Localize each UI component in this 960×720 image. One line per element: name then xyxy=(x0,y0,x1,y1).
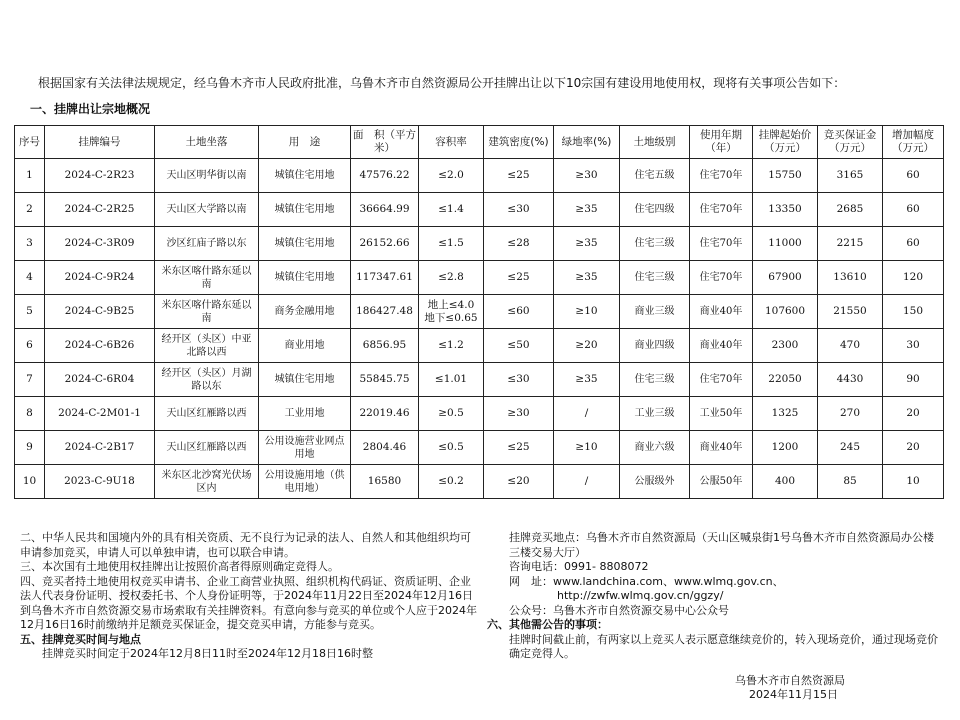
cell-location: 经开区（头区）月湖路以东 xyxy=(155,363,259,397)
cell-term: 住宅70年 xyxy=(690,193,753,227)
cell-start-price: 22050 xyxy=(753,363,818,397)
cell-grade: 商业四级 xyxy=(620,329,690,363)
cell-green: ≥35 xyxy=(554,363,620,397)
cell-green: / xyxy=(554,465,620,499)
notice-left-column xyxy=(20,531,480,662)
cell-increment: 20 xyxy=(883,397,944,431)
header-code: 挂牌编号 xyxy=(45,126,155,159)
cell-area: 117347.61 xyxy=(351,261,419,295)
cell-deposit: 21550 xyxy=(818,295,883,329)
cell-density: ≤25 xyxy=(484,431,554,465)
cell-far: ≤1.2 xyxy=(419,329,484,363)
section-4-text: 四、竞买者持土地使用权竞买申请书、企业工商营业执照、组织机构代码证、资质证明、企业法人代表身份证明、授权委托书、个人身份证明等，于2024年11月22日至2024年12月16日到乌鲁木齐市自然资源交易市场索取有关挂牌资料。有意向参与竞买的单位或个人应于2024年12月16日16时前缴纳并足额竞买保证金，提交竞买申请，方能参与竞买。 xyxy=(20,574,477,631)
cell-density: ≥30 xyxy=(484,397,554,431)
cell-density: ≤25 xyxy=(484,159,554,193)
cell-seq: 9 xyxy=(15,431,45,465)
header-grade: 土地级别 xyxy=(620,126,690,159)
cell-grade: 住宅五级 xyxy=(620,159,690,193)
cell-code: 2024-C-2R25 xyxy=(45,193,155,227)
land-parcel-table xyxy=(14,125,944,499)
cell-far: ≤1.01 xyxy=(419,363,484,397)
website-link[interactable]: http://zwfw.wlmq.gov.cn/ggzy/ xyxy=(557,589,724,602)
cell-start-price: 67900 xyxy=(753,261,818,295)
cell-density: ≤30 xyxy=(484,193,554,227)
cell-increment: 150 xyxy=(883,295,944,329)
cell-grade: 住宅三级 xyxy=(620,363,690,397)
header-increment: 增加幅度（万元） xyxy=(883,126,944,159)
cell-start-price: 2300 xyxy=(753,329,818,363)
cell-use: 城镇住宅用地 xyxy=(259,159,351,193)
cell-start-price: 107600 xyxy=(753,295,818,329)
cell-deposit: 13610 xyxy=(818,261,883,295)
intro-paragraph: 根据国家有关法律法规规定，经乌鲁木齐市人民政府批准，乌鲁木齐市自然资源局公开挂牌出让以下10宗国有建设用地使用权，现将有关事项公告如下： xyxy=(38,76,846,90)
consult-phone: 咨询电话：0991- 8808072 xyxy=(509,560,649,573)
header-density: 建筑密度(%) xyxy=(484,126,554,159)
cell-far: 地上≤4.0 地下≤0.65 xyxy=(419,295,484,329)
cell-far: ≤0.5 xyxy=(419,431,484,465)
header-area: 面 积（平方米） xyxy=(351,126,419,159)
cell-code: 2023-C-9U18 xyxy=(45,465,155,499)
signature-block xyxy=(735,674,845,702)
cell-start-price: 15750 xyxy=(753,159,818,193)
cell-start-price: 11000 xyxy=(753,227,818,261)
cell-deposit: 470 xyxy=(818,329,883,363)
cell-use: 城镇住宅用地 xyxy=(259,227,351,261)
cell-location: 米东区喀什路东延以南 xyxy=(155,261,259,295)
table-row xyxy=(15,465,944,499)
cell-location: 天山区大学路以南 xyxy=(155,193,259,227)
table-row xyxy=(15,193,944,227)
cell-grade: 工业三级 xyxy=(620,397,690,431)
cell-green: ≥10 xyxy=(554,431,620,465)
cell-area: 47576.22 xyxy=(351,159,419,193)
cell-area: 36664.99 xyxy=(351,193,419,227)
section-title-lot-overview: 一、挂牌出让宗地概况 xyxy=(30,102,151,116)
cell-location: 天山区红雁路以西 xyxy=(155,431,259,465)
header-location: 土地坐落 xyxy=(155,126,259,159)
section-5-text: 挂牌竞买时间定于2024年12月8日11时至2024年12月18日16时整 xyxy=(42,647,373,660)
header-use: 用 途 xyxy=(259,126,351,159)
cell-green: ≥35 xyxy=(554,227,620,261)
header-green: 绿地率(%) xyxy=(554,126,620,159)
cell-density: ≤25 xyxy=(484,261,554,295)
cell-density: ≤20 xyxy=(484,465,554,499)
signature-date: 2024年11月15日 xyxy=(749,688,838,701)
cell-seq: 8 xyxy=(15,397,45,431)
cell-area: 26152.66 xyxy=(351,227,419,261)
cell-green: ≥20 xyxy=(554,329,620,363)
cell-green: ≥10 xyxy=(554,295,620,329)
cell-code: 2024-C-9R24 xyxy=(45,261,155,295)
table-row xyxy=(15,397,944,431)
cell-code: 2024-C-6R04 xyxy=(45,363,155,397)
cell-seq: 5 xyxy=(15,295,45,329)
cell-use: 商务金融用地 xyxy=(259,295,351,329)
cell-density: ≤50 xyxy=(484,329,554,363)
cell-use: 城镇住宅用地 xyxy=(259,261,351,295)
cell-increment: 20 xyxy=(883,431,944,465)
cell-increment: 30 xyxy=(883,329,944,363)
header-deposit: 竞买保证金（万元） xyxy=(818,126,883,159)
wechat-account: 公众号：乌鲁木齐市自然资源交易中心公众号 xyxy=(509,603,729,617)
cell-start-price: 1325 xyxy=(753,397,818,431)
cell-location: 经开区（头区）中亚北路以西 xyxy=(155,329,259,363)
cell-area: 6856.95 xyxy=(351,329,419,363)
signature-org: 乌鲁木齐市自然资源局 xyxy=(735,674,845,687)
cell-location: 米东区喀什路东延以南 xyxy=(155,295,259,329)
cell-code: 2024-C-2R23 xyxy=(45,159,155,193)
cell-term: 住宅70年 xyxy=(690,227,753,261)
cell-seq: 10 xyxy=(15,465,45,499)
cell-term: 住宅70年 xyxy=(690,363,753,397)
header-term: 使用年期（年） xyxy=(690,126,753,159)
cell-green: ≥35 xyxy=(554,261,620,295)
table-header-row xyxy=(15,126,944,159)
cell-seq: 7 xyxy=(15,363,45,397)
cell-area: 22019.46 xyxy=(351,397,419,431)
cell-far: ≤2.0 xyxy=(419,159,484,193)
table-row xyxy=(15,363,944,397)
cell-use: 商业用地 xyxy=(259,329,351,363)
cell-increment: 60 xyxy=(883,159,944,193)
cell-term: 公服50年 xyxy=(690,465,753,499)
cell-use: 城镇住宅用地 xyxy=(259,363,351,397)
cell-deposit: 2685 xyxy=(818,193,883,227)
table-row xyxy=(15,261,944,295)
cell-density: ≤28 xyxy=(484,227,554,261)
cell-code: 2024-C-9B25 xyxy=(45,295,155,329)
bidding-place: 挂牌竞买地点：乌鲁木齐市自然资源局（天山区喊泉街1号乌鲁木齐市自然资源局办公楼三楼交易大厅） xyxy=(509,531,934,559)
cell-use: 工业用地 xyxy=(259,397,351,431)
cell-deposit: 2215 xyxy=(818,227,883,261)
cell-grade: 住宅三级 xyxy=(620,227,690,261)
cell-seq: 1 xyxy=(15,159,45,193)
cell-term: 商业40年 xyxy=(690,295,753,329)
cell-increment: 60 xyxy=(883,227,944,261)
table-row xyxy=(15,227,944,261)
cell-green: / xyxy=(554,397,620,431)
cell-deposit: 245 xyxy=(818,431,883,465)
cell-grade: 商业六级 xyxy=(620,431,690,465)
cell-deposit: 3165 xyxy=(818,159,883,193)
cell-far: ≤0.2 xyxy=(419,465,484,499)
cell-code: 2024-C-6B26 xyxy=(45,329,155,363)
table-row xyxy=(15,159,944,193)
cell-grade: 住宅四级 xyxy=(620,193,690,227)
section-3-text: 三、本次国有土地使用权挂牌出让按照价高者得原则确定竞得人。 xyxy=(20,560,339,573)
cell-term: 商业40年 xyxy=(690,431,753,465)
cell-seq: 4 xyxy=(15,261,45,295)
table-row xyxy=(15,431,944,465)
cell-term: 住宅70年 xyxy=(690,159,753,193)
cell-start-price: 1200 xyxy=(753,431,818,465)
cell-increment: 10 xyxy=(883,465,944,499)
cell-use: 城镇住宅用地 xyxy=(259,193,351,227)
cell-grade: 住宅三级 xyxy=(620,261,690,295)
cell-term: 住宅70年 xyxy=(690,261,753,295)
cell-far: ≤1.5 xyxy=(419,227,484,261)
cell-deposit: 4430 xyxy=(818,363,883,397)
cell-grade: 公服级外 xyxy=(620,465,690,499)
cell-seq: 3 xyxy=(15,227,45,261)
cell-area: 16580 xyxy=(351,465,419,499)
cell-far: ≤2.8 xyxy=(419,261,484,295)
section-5-title: 五、挂牌竞买时间与地点 xyxy=(20,632,141,646)
cell-code: 2024-C-3R09 xyxy=(45,227,155,261)
cell-use: 公用设施用地（供电用地） xyxy=(259,465,351,499)
cell-use: 公用设施营业网点用地 xyxy=(259,431,351,465)
cell-location: 天山区明华街以南 xyxy=(155,159,259,193)
website-list: 网 址：www.landchina.com、www.wlmq.gov.cn、 xyxy=(509,574,784,588)
cell-code: 2024-C-2B17 xyxy=(45,431,155,465)
header-seq: 序号 xyxy=(15,126,45,159)
section-6-title: 六、其他需公告的事项： xyxy=(487,618,608,631)
cell-seq: 6 xyxy=(15,329,45,363)
notice-right-column xyxy=(487,531,942,662)
cell-area: 186427.48 xyxy=(351,295,419,329)
cell-location: 米东区北沙窝光伏场区内 xyxy=(155,465,259,499)
cell-green: ≥30 xyxy=(554,159,620,193)
cell-density: ≤60 xyxy=(484,295,554,329)
cell-grade: 商业三级 xyxy=(620,295,690,329)
cell-green: ≥35 xyxy=(554,193,620,227)
cell-deposit: 270 xyxy=(818,397,883,431)
cell-increment: 90 xyxy=(883,363,944,397)
cell-increment: 60 xyxy=(883,193,944,227)
cell-code: 2024-C-2M01-1 xyxy=(45,397,155,431)
section-6-text: 挂牌时间截止前，有两家以上竞买人表示愿意继续竞价的，转入现场竞价，通过现场竞价确定竞得人。 xyxy=(509,632,938,660)
table-row xyxy=(15,295,944,329)
table-row xyxy=(15,329,944,363)
cell-area: 2804.46 xyxy=(351,431,419,465)
cell-location: 沙区红庙子路以东 xyxy=(155,227,259,261)
cell-density: ≤30 xyxy=(484,363,554,397)
cell-deposit: 85 xyxy=(818,465,883,499)
cell-term: 工业50年 xyxy=(690,397,753,431)
section-2-text: 二、中华人民共和国境内外的具有相关资质、无不良行为记录的法人、自然人和其他组织均可申请参加竞买，申请人可以单独申请，也可以联合申请。 xyxy=(20,531,471,559)
cell-far: ≥0.5 xyxy=(419,397,484,431)
cell-increment: 120 xyxy=(883,261,944,295)
cell-seq: 2 xyxy=(15,193,45,227)
cell-area: 55845.75 xyxy=(351,363,419,397)
header-far: 容积率 xyxy=(419,126,484,159)
cell-location: 天山区红雁路以西 xyxy=(155,397,259,431)
cell-start-price: 13350 xyxy=(753,193,818,227)
cell-start-price: 400 xyxy=(753,465,818,499)
header-start-price: 挂牌起始价（万元） xyxy=(753,126,818,159)
cell-term: 商业40年 xyxy=(690,329,753,363)
cell-far: ≤1.4 xyxy=(419,193,484,227)
